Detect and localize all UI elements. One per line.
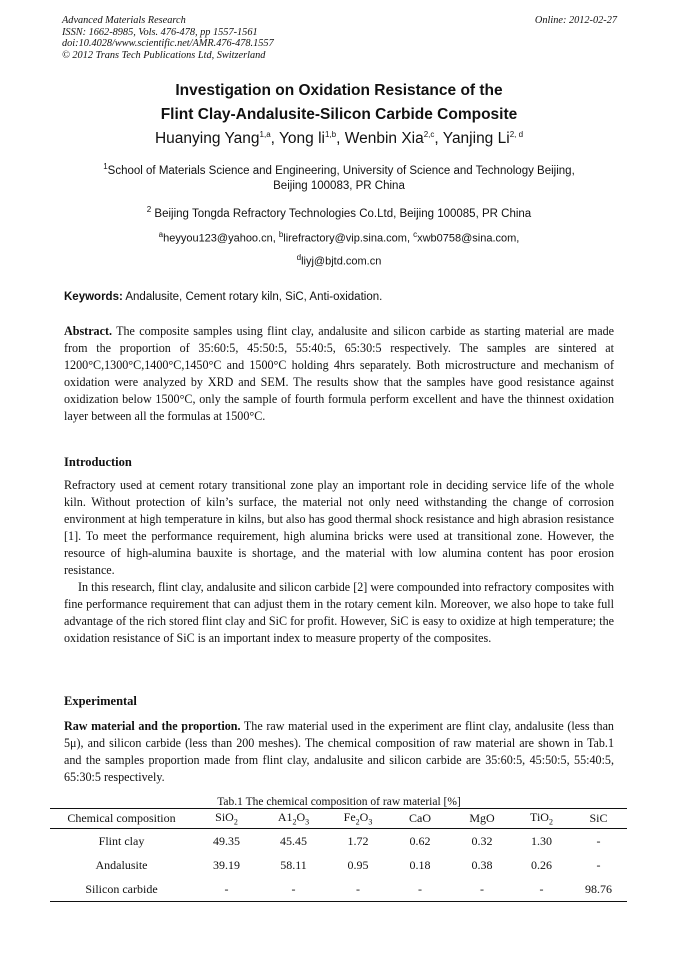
table-cell: - [327, 877, 389, 902]
email-d: liyj@bjtd.com.cn [301, 255, 382, 268]
author-list: Huanying Yang$^{1,a}$, Yong li$^{1,b}$, Wenbin Xia$^{2,c}$, Yanjing Li$^{2, d}$ [154, 130, 524, 148]
doi: doi:10.4028/www.scientific.net/AMR.476-478.1557 [62, 38, 274, 50]
affiliation-2 [0, 205, 678, 220]
abstract-text: The composite samples using flint clay, andalusite and silicon carbide as starting material are made from the proportion of 35:60:5, 45:50:5, 55:40:5, 65:30:5 respectively. The samples are sintered at 1200°C,1300°C,1400°C,1450°C and 1500°C holding 4hrs separately. Both microstructure and mechanism of oxidation were analyzed by XRD and SEM. The results show that the samples have good resistance against oxidization below 1500°C, only the sample of fourth formula perform excellent and have the thinnest oxidation layer between all the formulas at 1500°C. [64, 324, 614, 423]
table-cell: 49.35 [213, 833, 240, 848]
title-line-2: Flint Clay-Andalusite-Silicon Carbide Composite [160, 106, 518, 123]
header-cell: SiO$_2$ [193, 809, 260, 829]
abstract-label: Abstract. [64, 324, 113, 338]
table-cell: - [451, 877, 513, 902]
author-sup: 1,b [325, 130, 337, 139]
author-sup: 2,c [423, 130, 435, 139]
table-cell: Silicon carbide [50, 877, 193, 902]
header-cell: $A1_2O_3$ [260, 809, 327, 829]
author-name: Wenbin Xia [344, 130, 424, 148]
aff-sup: 1 [103, 162, 108, 171]
table-cell: - [513, 877, 570, 902]
table-row [50, 853, 627, 877]
introduction-heading: Introduction [64, 455, 132, 469]
copyright: © 2012 Trans Tech Publications Ltd, Switzerland [62, 49, 266, 61]
composition-table [50, 808, 627, 902]
header-cell: SiC [570, 809, 627, 829]
author-sup: 1,a [259, 130, 271, 139]
header-cell: TiO$_2$ [513, 809, 570, 829]
affiliation-1-cont: Beijing 100083, PR China [273, 180, 405, 192]
table-cell: 1.72 [347, 833, 369, 848]
table-cell: 39.19 [213, 857, 240, 872]
author-name: Yanjing Li [442, 130, 510, 148]
abstract [64, 323, 614, 425]
author-sup: 2, d [509, 130, 524, 139]
table-cell: 0.26 [531, 857, 552, 872]
email-sup: b [278, 230, 284, 239]
experimental-text: The raw material used in the experiment are flint clay, andalusite (less than 5μ), and silicon carbide (less than 200 meshes). The chemical composition of raw material are shown in Tab.1 and the samples proportion made from flint clay, andalusite and silicon carbide are 35:60:5, 45:50:5, 55:40:5, 65:30:5 respectively. [64, 719, 614, 784]
keywords-label: Keywords: [64, 291, 123, 303]
table-cell: - [596, 833, 601, 848]
email-sup: a [158, 230, 164, 239]
table-header-row [50, 809, 627, 829]
keywords-text: Andalusite, Cement rotary kiln, SiC, Anti-oxidation. [122, 291, 383, 303]
table-cell: 1.30 [531, 833, 552, 848]
introduction-paragraph-2: In this research, flint clay, andalusite and silicon carbide [2] were compounded into refractory composites with fine performance requirement that can adjust them in the rotary cement kiln. Moreover, we also hope to take full advantage of the rich stored flint clay and SiC for profit. However, SiC is easy to oxidize at high temperature; the oxidation resistance of SiC is an important index to measure property of the composites. [64, 580, 614, 645]
email-b: lirefractory@vip.sina.com, [283, 232, 414, 245]
table-cell: 45.45 [280, 833, 307, 848]
issn: ISSN: 1662-8985, Vols. 476-478, pp 1557-1561 [62, 26, 258, 38]
table-cell: - [193, 877, 260, 902]
table-row [50, 877, 627, 902]
table-cell: 0.95 [347, 857, 369, 872]
table-cell: - [596, 857, 601, 872]
affiliation-1 [0, 162, 678, 177]
table-caption: Tab.1 The chemical composition of raw material [%] [217, 796, 461, 808]
experimental-body [64, 718, 614, 786]
header-cell: MgO [451, 809, 513, 829]
table-cell: 0.32 [471, 833, 493, 848]
journal-name: Advanced Materials Research [62, 15, 186, 26]
keywords [64, 291, 382, 303]
author-name: Huanying Yang [154, 130, 260, 148]
experimental-lead: Raw material and the proportion. [64, 719, 241, 733]
email-line-1 [0, 230, 678, 245]
table-cell: 0.38 [471, 857, 493, 872]
title-line-1: Investigation on Oxidation Resistance of the [175, 82, 503, 99]
email-sup: c [413, 230, 418, 239]
introduction-paragraph-1: Refractory used at cement rotary transitional zone play an important role in deciding service life of the whole kiln. Without protection of kiln’s surface, the material not only need withstanding the change of corrosion environment at high temperature in kilns, but also has good thermal shock resistance and high abrasion resistance [1]. To meet the performance requirement, high alumina bricks were used at transitional zone. However, the resource of high-alumina bauxite is shortage, and the material with low alumina content has poor erosion resistance. [64, 478, 614, 577]
table-cell: Flint clay [98, 833, 145, 848]
email-sup: d [296, 253, 302, 262]
header-cell: $Fe_2O_3$ [327, 809, 389, 829]
aff-text: School of Materials Science and Engineering, University of Science and Technology Beijing, [107, 164, 575, 177]
table-cell: 0.18 [409, 857, 431, 872]
header-cell: Chemical composition [50, 809, 193, 829]
table-cell: 0.62 [409, 833, 431, 848]
header-cell: CaO [389, 809, 451, 829]
author-name: Yong li [279, 130, 325, 148]
table-cell: - [389, 877, 451, 902]
journal-header [62, 15, 617, 61]
table-row [50, 829, 627, 854]
introduction-body [64, 477, 614, 647]
email-line-2 [0, 253, 678, 268]
aff-sup: 2 [146, 205, 152, 214]
table-cell: 98.76 [570, 877, 627, 902]
aff-text: Beijing Tongda Refractory Technologies Co.Ltd, Beijing 100085, PR China [151, 207, 532, 220]
experimental-heading: Experimental [64, 694, 137, 708]
online-date: Online: 2012-02-27 [534, 15, 617, 26]
email-c: xwb0758@sina.com, [417, 232, 520, 245]
table-cell: - [260, 877, 327, 902]
email-a: heyyou123@yahoo.cn, [163, 232, 279, 245]
table-cell: Andalusite [95, 857, 148, 872]
table-cell: 58.11 [280, 857, 307, 872]
